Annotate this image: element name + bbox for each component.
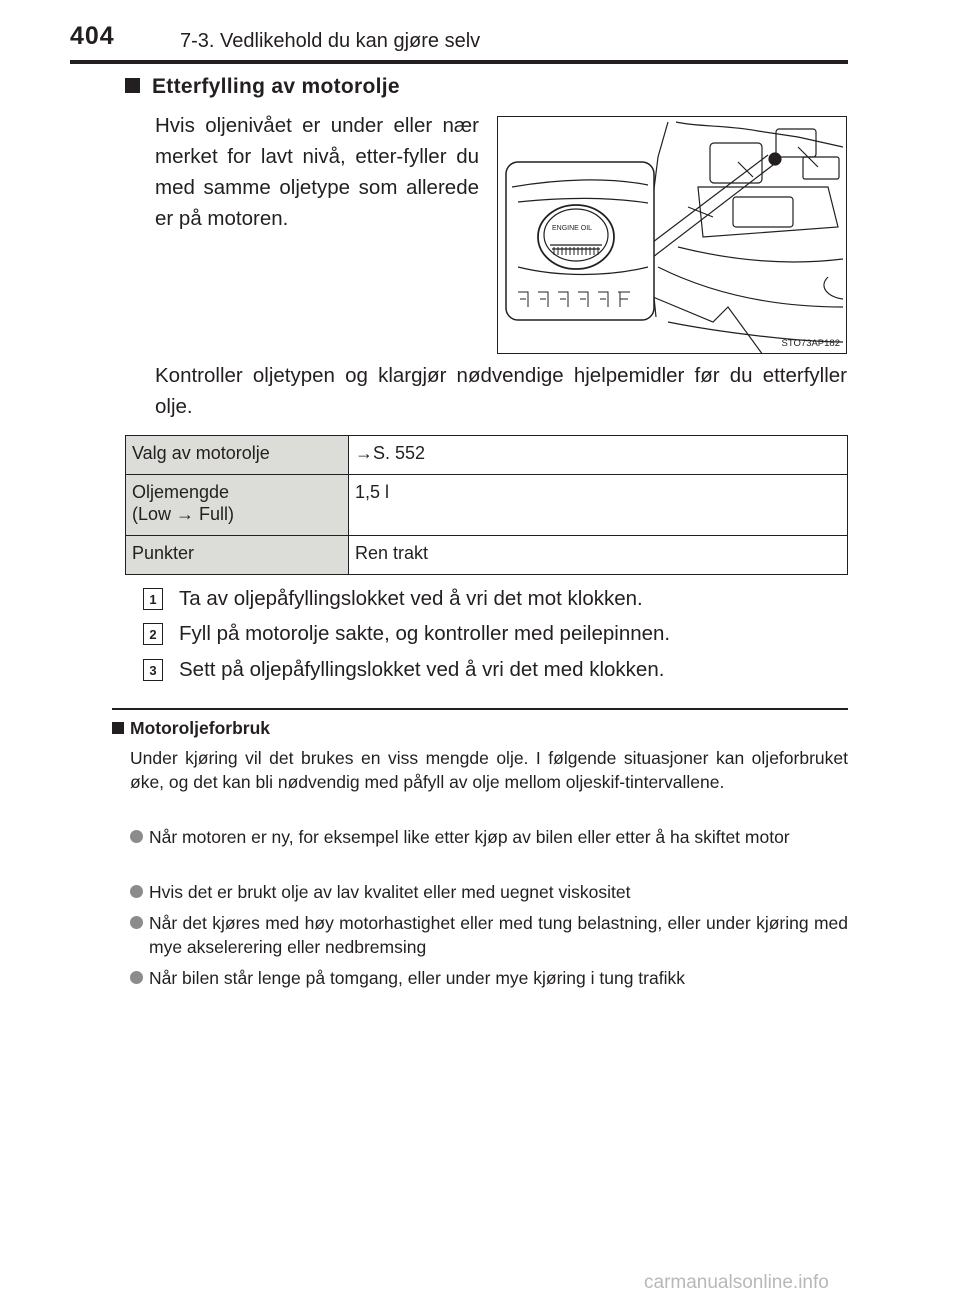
square-bullet-icon	[125, 78, 140, 93]
figure-label: STO73AP182	[781, 338, 840, 349]
page-number: 404	[70, 22, 115, 50]
step-number: 1	[143, 588, 163, 610]
list-item	[130, 880, 848, 904]
step-text: Ta av oljepåfyllingslokket ved å vri det mot klokken.	[179, 587, 643, 610]
table-row	[126, 436, 848, 475]
list-item	[130, 966, 848, 990]
engine-bay-drawing	[498, 117, 847, 354]
list-item-text: Hvis det er brukt olje av lav kvalitet eller med uegnet viskositet	[149, 882, 631, 902]
section-divider	[112, 708, 848, 710]
table-key	[126, 475, 349, 536]
list-item-text: Når bilen står lenge på tomgang, eller under mye kjøring i tung trafikk	[149, 968, 685, 988]
subsection-heading	[112, 718, 270, 739]
list-item-text: Når motoren er ny, for eksempel like etter kjøp av bilen eller etter å ha skiftet motor	[149, 827, 790, 847]
table-key-line: (Low → Full)	[132, 504, 235, 524]
table-value: Ren trakt	[349, 536, 848, 575]
list-item-text: Når det kjøres med høy motorhastighet eller med tung belastning, eller under kjøring med mye akselerering eller nedbremsing	[149, 913, 848, 957]
intro-paragraph: Hvis oljenivået er under eller nær merket for lavt nivå, etter-fyller du med samme oljetype som allerede er på motoren.	[155, 114, 479, 230]
check-paragraph: Kontroller oljetypen og klargjør nødvendige hjelpemidler før du etterfyller olje.	[155, 364, 847, 418]
table-row	[126, 475, 848, 536]
engine-oil-cap-illustration	[497, 116, 847, 354]
list-item	[130, 825, 848, 849]
table-value: →S. 552	[349, 436, 848, 475]
table-key: Valg av motorolje	[126, 436, 349, 475]
bullet-dot-icon	[130, 971, 143, 984]
square-bullet-icon	[112, 722, 124, 734]
bullet-dot-icon	[130, 830, 143, 843]
header-rule	[70, 60, 848, 64]
consumption-paragraph: Under kjøring vil det brukes en viss mengde olje. I følgende situasjoner kan oljeforbruket øke, og det kan bli nødvendig med påfyll av olje mellom oljeskif-tintervallene.	[130, 748, 848, 792]
subsection-heading-text: Motoroljeforbruk	[130, 718, 270, 738]
step-text: Sett på oljepåfyllingslokket ved å vri det med klokken.	[179, 658, 665, 681]
section-heading-text: Etterfylling av motorolje	[152, 75, 400, 98]
chapter-title: 7-3. Vedlikehold du kan gjøre selv	[180, 30, 481, 52]
oil-spec-table	[125, 435, 848, 575]
table-key-line: Oljemengde	[132, 482, 230, 502]
step-text: Fyll på motorolje sakte, og kontroller med peilepinnen.	[179, 622, 671, 645]
step-item	[143, 622, 670, 646]
table-row	[126, 536, 848, 575]
step-number: 2	[143, 623, 163, 645]
step-item	[143, 587, 643, 611]
table-key: Punkter	[126, 536, 349, 575]
bullet-dot-icon	[130, 916, 143, 929]
bullet-dot-icon	[130, 885, 143, 898]
table-value: 1,5 l	[349, 475, 848, 536]
watermark: carmanualsonline.info	[644, 1272, 829, 1293]
step-item	[143, 658, 664, 682]
cap-text: ENGINE OIL	[552, 225, 593, 232]
list-item	[130, 911, 848, 959]
step-number: 3	[143, 659, 163, 681]
section-heading	[125, 75, 400, 99]
